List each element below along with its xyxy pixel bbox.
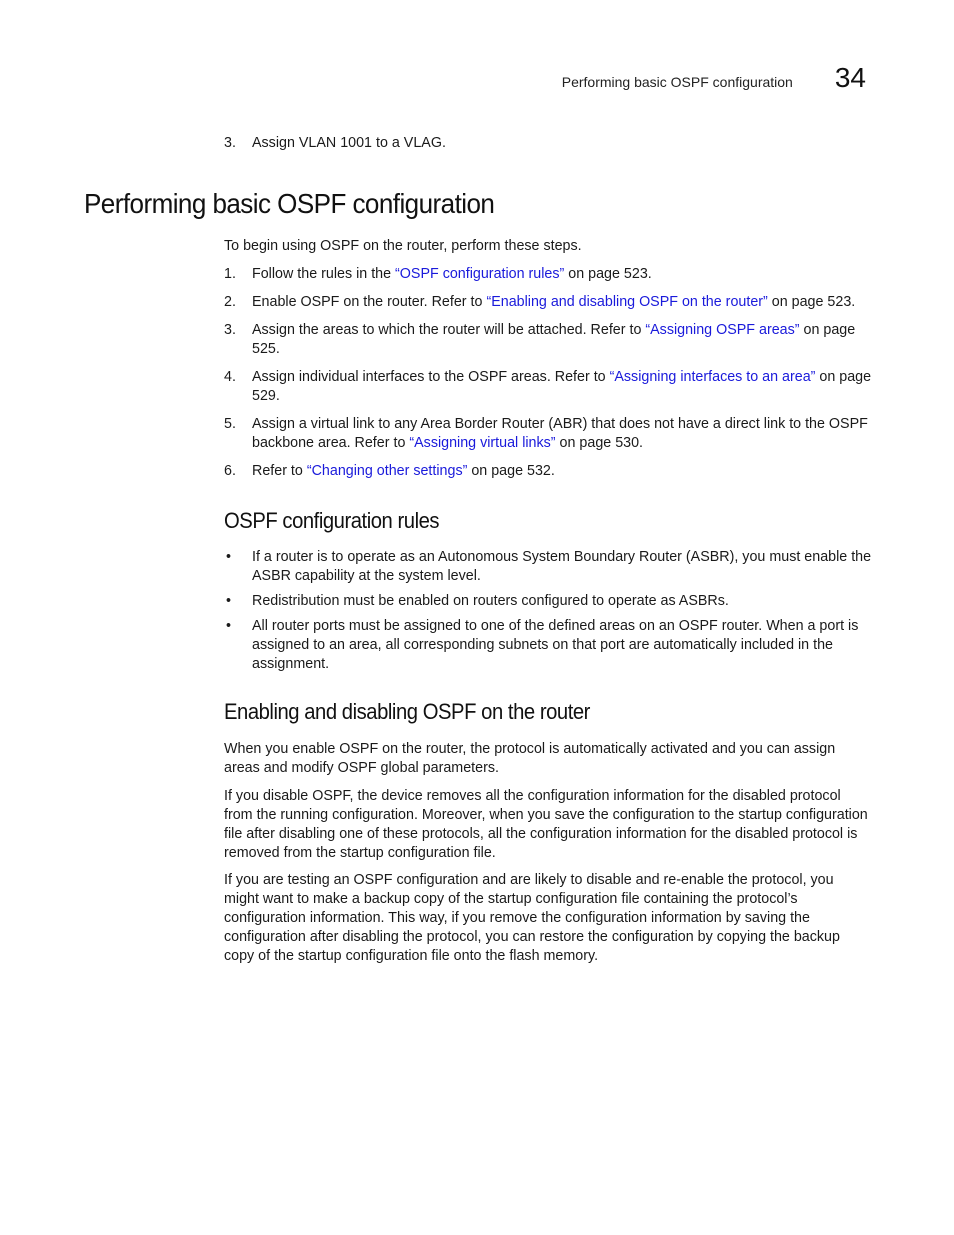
list-item: [224, 592, 874, 611]
step-text-pre: Assign a virtual link to any Area Border Router (ABR) that does not have a direct link to the OSPF backbone area. Refer to: [252, 416, 868, 451]
step-text-post: on page 523.: [767, 294, 856, 310]
paragraph: If you disable OSPF, the device removes all the configuration information for the disabled protocol from the running configuration. Moreover, when you save the configuration to the startup configuration file after disabling one of these protocols, all the configuration information for the disabled protocol is removed from the startup configuration file.: [224, 788, 868, 861]
link-enabling-disabling-ospf[interactable]: “Enabling and disabling OSPF on the router”: [486, 294, 768, 310]
step-text-pre: Assign the areas to which the router will be attached. Refer to: [252, 322, 646, 338]
list-item: [224, 462, 874, 481]
step-text-pre: Enable OSPF on the router. Refer to: [252, 294, 487, 310]
step-text: [252, 415, 874, 453]
list-item: [224, 134, 874, 153]
steps-list: [224, 265, 874, 490]
list-item: [224, 548, 874, 586]
section-intro: To begin using OSPF on the router, perform these steps.: [224, 238, 582, 254]
link-changing-other-settings[interactable]: “Changing other settings”: [306, 463, 468, 479]
step-text-post: on page 529.: [252, 369, 872, 404]
bullet-text: If a router is to operate as an Autonomous System Boundary Router (ASBR), you must enable the ASBR capability at the system level.: [252, 549, 872, 584]
rules-title: OSPF configuration rules: [224, 508, 440, 533]
running-title: Performing basic OSPF configuration: [561, 74, 793, 90]
paragraph: When you enable OSPF on the router, the protocol is automatically activated and you can assign areas and modify OSPF global parameters.: [224, 741, 836, 776]
bullet-icon: •: [226, 593, 232, 609]
step-text-pre: Follow the rules in the: [252, 266, 396, 282]
rules-list: [224, 548, 874, 680]
step-text-pre: Assign individual interfaces to the OSPF areas. Refer to: [252, 369, 610, 385]
step-number: 3.: [224, 135, 236, 151]
step-text: [252, 265, 874, 284]
list-item: [224, 265, 874, 284]
step-text-pre: Refer to: [252, 463, 307, 479]
step-text: [252, 293, 874, 312]
list-item: [224, 321, 874, 359]
bullet-text: Redistribution must be enabled on routers configured to operate as ASBRs.: [252, 593, 729, 609]
running-head: [562, 62, 866, 94]
chapter-number: 34: [834, 62, 866, 93]
link-assigning-interfaces[interactable]: “Assigning interfaces to an area”: [609, 369, 816, 385]
step-text-post: on page 530.: [555, 435, 644, 451]
list-item: [224, 293, 874, 312]
step-number: 5.: [224, 416, 236, 432]
step-number: 1.: [224, 266, 236, 282]
paragraph: If you are testing an OSPF configuration and are likely to disable and re-enable the protocol, you might want to make a backup copy of the startup configuration file containing the protocol’s configuration information. This way, if you remove the configuration information by saving the configuration after disabling the protocol, you can restore the configuration by copying the backup copy of the startup configuration file onto the flash memory.: [224, 872, 840, 964]
step-text: [252, 368, 874, 406]
list-item: [224, 617, 874, 674]
bullet-text: All router ports must be assigned to one of the defined areas on an OSPF router. When a port is assigned to an area, all corresponding subnets on that port are automatically included in the assignment.: [252, 618, 859, 672]
step-number: 2.: [224, 294, 236, 310]
step-text-post: on page 532.: [467, 463, 555, 479]
step-text-post: on page 525.: [252, 322, 856, 357]
step-number: 3.: [224, 322, 236, 338]
list-item: [224, 415, 874, 453]
link-assigning-virtual-links[interactable]: “Assigning virtual links”: [409, 435, 556, 451]
step-text-post: on page 523.: [564, 266, 652, 282]
step-text: Assign VLAN 1001 to a VLAG.: [252, 135, 446, 151]
step-text: [252, 321, 874, 359]
step-number: 6.: [224, 463, 236, 479]
bullet-icon: •: [226, 549, 232, 565]
link-assigning-ospf-areas[interactable]: “Assigning OSPF areas”: [645, 322, 800, 338]
link-ospf-configuration-rules[interactable]: “OSPF configuration rules”: [395, 266, 565, 282]
section-title: Performing basic OSPF configuration: [84, 188, 495, 219]
list-item: [224, 368, 874, 406]
pre-step-list: [224, 134, 874, 162]
enabling-title: Enabling and disabling OSPF on the router: [224, 699, 590, 724]
step-text: [252, 462, 874, 481]
step-number: 4.: [224, 369, 236, 385]
bullet-icon: •: [226, 618, 232, 634]
